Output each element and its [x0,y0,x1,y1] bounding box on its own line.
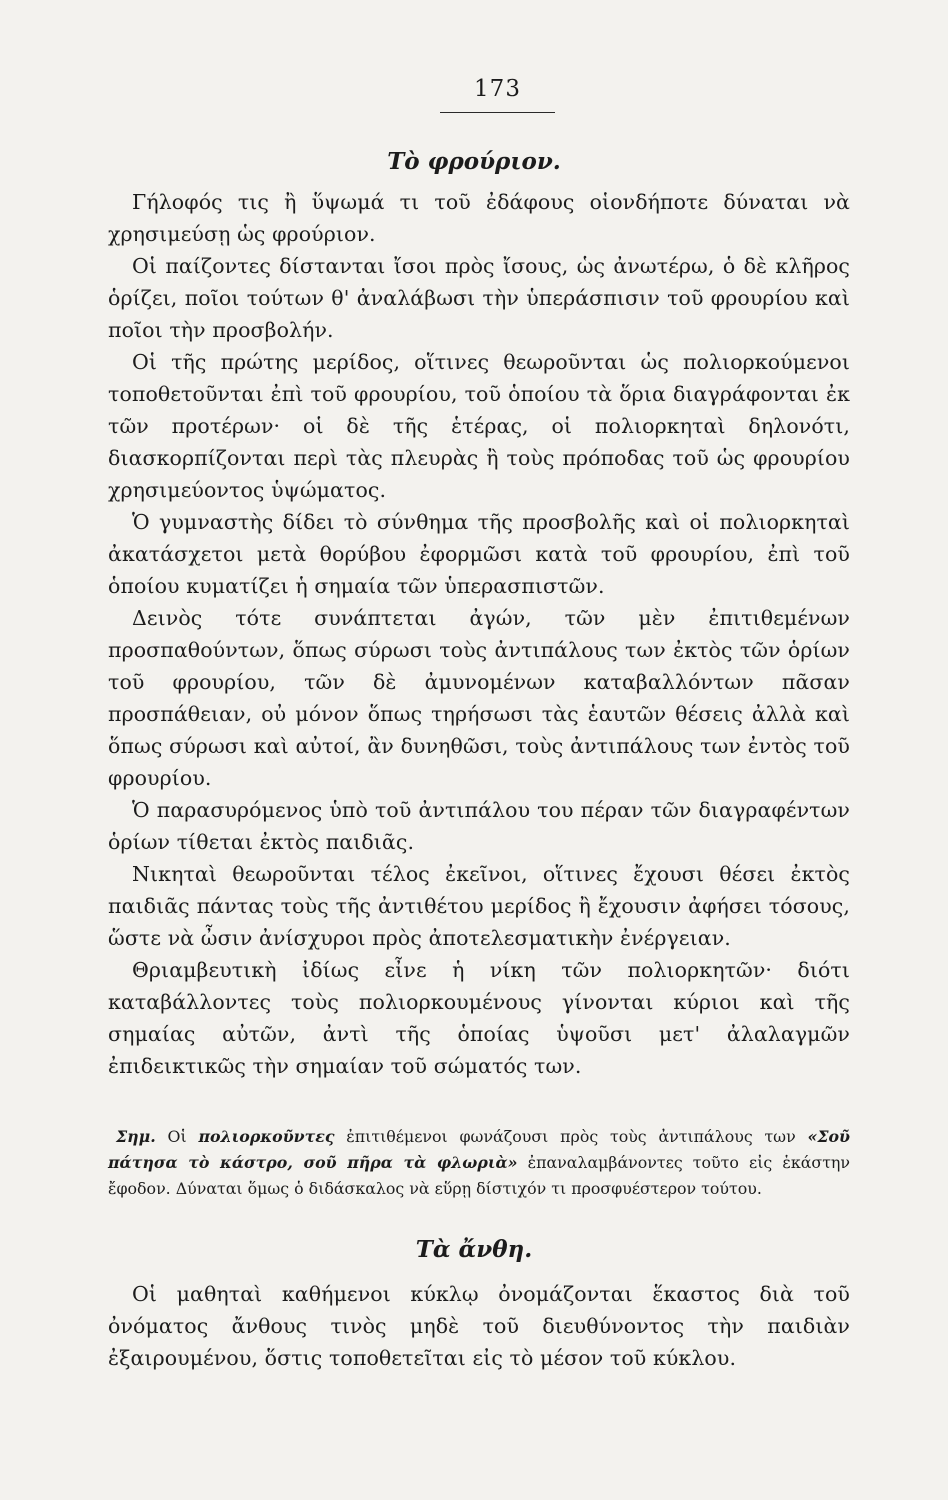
paragraph: Νικηταὶ θεωροῦνται τέλος ἐκεῖνοι, οἵτινες ἔχουσι θέσει ἐκτὸς παιδιᾶς πάντας τοὺς τῆς ἀντιθέτου μερίδος ἢ ἔχουσιν ἀφήσει τόσους, ὥστε νὰ ὦσιν ἀνίσχυροι πρὸς ἀποτελεσματικὴν ἐνέργειαν. [108,862,850,950]
note-text-1: ἐπιτιθέμενοι φωνάζουσι πρὸς τοὺς ἀντιπάλους των [346,1127,796,1146]
header-rule [440,112,555,113]
note-term: πολιορκοῦντες [198,1127,335,1146]
paragraph: Οἱ μαθηταὶ καθήμενοι κύκλῳ ὀνομάζονται ἕκαστος διὰ τοῦ ὀνόματος ἄνθους τινὸς μηδὲ τοῦ διευθύνοντος τὴν παιδιὰν ἐξαιρουμένου, ὅστις τοποθετεῖται εἰς τὸ μέσον τοῦ κύκλου. [108,1282,850,1370]
paragraph: Δεινὸς τότε συνάπτεται ἀγών, τῶν μὲν ἐπιτιθεμένων προσπαθούντων, ὅπως σύρωσι τοὺς ἀντιπάλους των ἐκτὸς τῶν ὁρίων τοῦ φρουρίου, τῶν δὲ ἀμυνομένων καταβαλλόντων πᾶσαν προσπάθειαν, οὐ μόνον ὅπως τηρήσωσι τὰς ἑαυτῶν θέσεις ἀλλὰ καὶ ὅπως σύρωσι καὶ αὐτοί, ἂν δυνηθῶσι, τοὺς ἀντιπάλους των ἐντὸς τοῦ φρουρίου. [108,606,850,790]
paragraph: Γήλοφός τις ἢ ὕψωμά τι τοῦ ἐδάφους οἱονδήποτε δύναται νὰ χρησιμεύσῃ ὡς φρούριον. [108,190,850,246]
paragraph: Θριαμβευτικὴ ἰδίως εἶνε ἡ νίκη τῶν πολιορκητῶν· διότι καταβάλλοντες τοὺς πολιορκουμένους γίνονται κύριοι καὶ τῆς σημαίας αὐτῶν, ἀντὶ τῆς ὁποίας ὑψοῦσι μετ' ἀλαλαγμῶν ἐπιδεικτικῶς τὴν σημαίαν τοῦ σώματός των. [108,958,850,1078]
paragraph: Ὁ παρασυρόμενος ὑπὸ τοῦ ἀντιπάλου του πέραν τῶν διαγραφέντων ὁρίων τίθεται ἐκτὸς παιδιᾶς. [108,798,850,854]
note-text-2: ἐπαναλαμβάνοντες τοῦτο εἰς ἑκάστην ἔφοδον. Δύναται ὅμως ὁ διδάσκαλος νὰ εὕρῃ δίστιχόν τι προσφυέστερον τούτου. [108,1153,850,1198]
page-number: 173 [474,76,521,102]
section-body-flowers [108,1278,850,1374]
paragraph: Ὁ γυμναστὴς δίδει τὸ σύνθημα τῆς προσβολῆς καὶ οἱ πολιορκηταὶ ἀκατάσχετοι μετὰ θορύβου ἐφορμῶσι κατὰ τοῦ φρουρίου, ἐπὶ τοῦ ὁποίου κυματίζει ἡ σημαία τῶν ὑπερασπιστῶν. [108,510,850,598]
note-pre: Οἱ [167,1127,187,1146]
section-body-fortress [108,186,850,1082]
section-title-fortress: Τὸ φρούριον. [387,148,561,175]
note-shout: «Σοῦ πάτησα τὸ κάστρο, σοῦ πῆρα τὰ φλωριὰ» [108,1127,851,1172]
paragraph: Οἱ τῆς πρώτης μερίδος, οἵτινες θεωροῦνται ὡς πολιορκούμενοι τοποθετοῦνται ἐπὶ τοῦ φρουρίου, τοῦ ὁποίου τὰ ὅρια διαγράφονται ἐκ τῶν προτέρων· οἱ δὲ τῆς ἑτέρας, οἱ πολιορκηταὶ δηλονότι, διασκορπίζονται περὶ τὰς πλευρὰς ἢ τοὺς πρόποδας τοῦ ὡς φρουρίου χρησιμεύοντος ὑψώματος. [108,350,850,502]
footnote [108,1124,850,1202]
section-title-flowers: Τὰ ἄνθη. [415,1236,533,1263]
note-label: Σημ. [116,1127,156,1146]
paragraph: Οἱ παίζοντες δίστανται ἴσοι πρὸς ἴσους, ὡς ἀνωτέρω, ὁ δὲ κλῆρος ὁρίζει, ποῖοι τούτων θ' ἀναλάβωσι τὴν ὑπεράσπισιν τοῦ φρουρίου καὶ ποῖοι τὴν προσβολήν. [108,254,850,342]
